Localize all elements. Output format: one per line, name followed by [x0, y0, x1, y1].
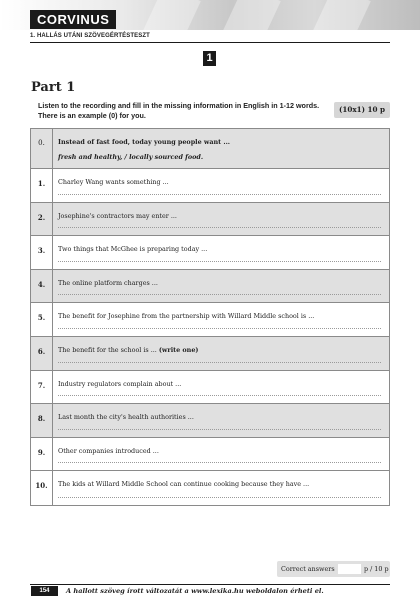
question-number: 9.	[31, 438, 53, 471]
question-cell	[53, 337, 389, 370]
question-text	[58, 312, 384, 320]
example-row	[31, 129, 389, 169]
answer-line[interactable]	[58, 429, 381, 430]
score-total: p / 10 p	[364, 565, 389, 573]
question-prompt: Two things that McGhee is preparing today ...	[58, 245, 208, 254]
banner-decoration	[139, 0, 201, 30]
answer-line[interactable]	[58, 194, 381, 195]
question-number: 8.	[31, 404, 53, 437]
example-cell	[53, 129, 389, 168]
question-cell	[53, 236, 389, 269]
question-prompt: Other companies introduced ...	[58, 446, 159, 455]
answer-line[interactable]	[58, 227, 381, 228]
question-text	[58, 447, 384, 455]
question-row	[31, 337, 389, 371]
header-divider	[30, 42, 390, 43]
question-text	[58, 413, 384, 421]
footer-divider	[30, 584, 390, 585]
question-text	[58, 346, 384, 354]
question-number: 7.	[31, 371, 53, 404]
question-row	[31, 471, 389, 505]
question-text	[58, 245, 384, 253]
part-title: Part 1	[31, 80, 76, 95]
question-row	[31, 371, 389, 405]
banner-decoration	[219, 0, 281, 30]
example-question: Instead of fast food, today young people want ...	[58, 138, 231, 146]
question-number: 1.	[31, 169, 53, 202]
question-prompt: The benefit for the school is ...	[58, 345, 159, 354]
score-box	[277, 561, 390, 577]
question-prompt: Last month the city's health authorities ...	[58, 413, 194, 422]
question-cell	[53, 471, 389, 505]
answer-line[interactable]	[58, 395, 381, 396]
example-number: 0.	[31, 129, 53, 168]
footer-note: A hallott szöveg írott változatát a www.lexika.hu weboldalon érheti el.	[66, 587, 324, 595]
answer-line[interactable]	[58, 328, 381, 329]
question-text	[58, 279, 384, 287]
answer-line[interactable]	[58, 497, 381, 498]
score-label: Correct answers	[281, 565, 335, 573]
question-prompt: Josephine's contractors may enter ...	[58, 211, 177, 220]
question-prompt: The online platform charges ...	[58, 278, 158, 287]
question-emphasis: (write one)	[158, 345, 199, 354]
question-cell	[53, 371, 389, 404]
answer-line[interactable]	[58, 462, 381, 463]
question-cell	[53, 169, 389, 202]
question-number: 2.	[31, 203, 53, 236]
question-row	[31, 270, 389, 304]
question-cell	[53, 438, 389, 471]
question-cell	[53, 303, 389, 336]
instructions: Listen to the recording and fill in the missing information in English in 1-12 words. There is an example (0) for you.	[38, 101, 320, 120]
question-row	[31, 438, 389, 472]
answer-line[interactable]	[58, 362, 381, 363]
question-row	[31, 169, 389, 203]
question-text	[58, 178, 384, 186]
question-row	[31, 236, 389, 270]
question-row	[31, 303, 389, 337]
question-number: 5.	[31, 303, 53, 336]
answer-line[interactable]	[58, 294, 381, 295]
question-table	[30, 128, 390, 506]
part-number-badge: 1	[203, 51, 216, 66]
question-row	[31, 203, 389, 237]
question-prompt: The kids at Willard Middle School can continue cooking because they have ...	[58, 480, 310, 489]
footer-page-number: 154	[31, 586, 58, 596]
question-row	[31, 404, 389, 438]
score-input[interactable]	[338, 564, 361, 574]
question-number: 10.	[31, 471, 53, 505]
question-text	[58, 480, 384, 488]
question-text	[58, 212, 384, 220]
question-number: 4.	[31, 270, 53, 303]
answer-line[interactable]	[58, 261, 381, 262]
question-prompt: The benefit for Josephine from the partnership with Willard Middle school is ...	[58, 312, 315, 321]
points-badge: (10x1) 10 p	[334, 102, 390, 118]
question-text	[58, 380, 384, 388]
section-label: 1. HALLÁS UTÁNI SZÖVEGÉRTÉSTESZT	[30, 33, 150, 39]
question-number: 6.	[31, 337, 53, 370]
banner-decoration	[309, 0, 371, 30]
question-number: 3.	[31, 236, 53, 269]
question-prompt: Charley Wang wants something ...	[58, 178, 169, 186]
corvinus-logo: CORVINUS	[30, 10, 116, 29]
example-answer: fresh and healthy, / locally sourced food.	[58, 153, 204, 161]
question-cell	[53, 404, 389, 437]
question-cell	[53, 203, 389, 236]
question-cell	[53, 270, 389, 303]
question-prompt: Industry regulators complain about ...	[58, 379, 182, 388]
